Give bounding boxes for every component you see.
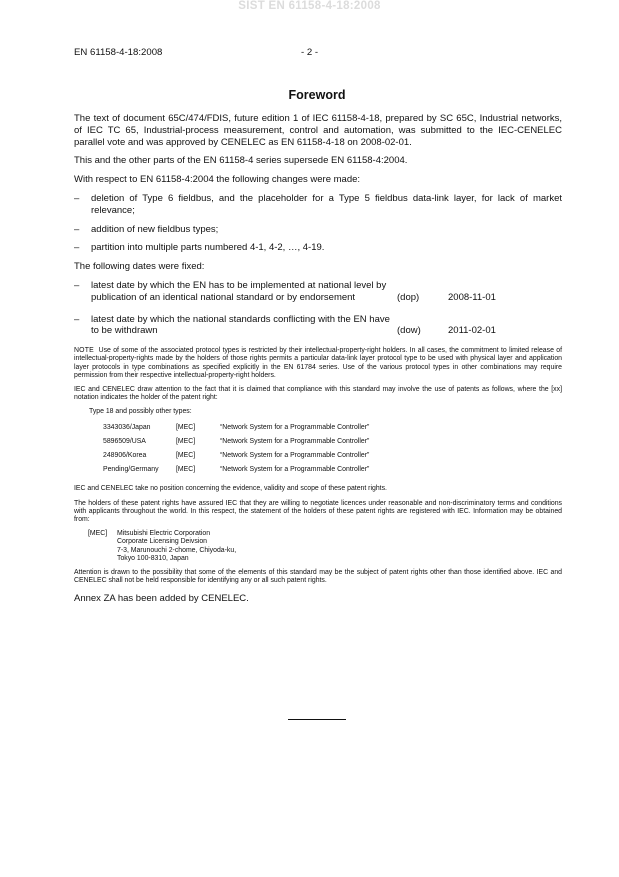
patent-number: Pending/Germany [103,466,159,474]
foreword-body [74,113,562,605]
date-abbreviation: (dop) [397,291,420,303]
dash-bullet: – [74,279,80,291]
annex-paragraph: Annex ZA has been added by CENELEC. [74,593,249,605]
dash-bullet: – [74,192,80,204]
note-paragraph [74,347,562,380]
dash-bullet: – [74,313,80,325]
note-label: NOTE [74,347,94,355]
patent-holder: [MEC] [176,437,196,445]
address-holder-tag: [MEC] [88,530,108,538]
change-text: partition into multiple parts numbered 4-1, 4-2, …, 4-19. [91,242,325,254]
patent-position-paragraph: IEC and CENELEC take no position concerning the evidence, validity and scope of these patent rights. [74,485,387,493]
patent-number: 248906/Korea [103,451,147,459]
date-list-item [74,280,562,304]
table-row [103,463,369,477]
address-line: Tokyo 100-8310, Japan [117,554,189,562]
address-line: Mitsubishi Electric Corporation [117,530,211,538]
intro-paragraph: The text of document 65C/474/FDIS, future edition 1 of IEC 61158-4-18, prepared by SC 65C, Industrial networks, of IEC TC 65, Industrial-process measurement, control and automation, was submitted to the IEC-CENELEC parallel vote and was approved by CENELEC as EN 61158-4-18 on 2008-02-01. [74,113,562,148]
note-text: Use of some of the associated protocol types is restricted by their intellectual-property-right holders. In all cases, the commitment to limited release of intellectual-property-rights made by the holders of those rights permits a particular data-link layer protocol type to be used with physical layer and application layer protocols in type combinations as specified explicitly in the EN 61784 series. Use of the various protocol types in other combinations may require permission from their respective intellectual-property-right holders. [74,347,562,379]
change-list-item [74,193,562,217]
patent-title: “Network System for a Programmable Controller” [220,451,370,459]
document-id: EN 61158-4-18:2008 [74,47,163,58]
patent-attention-paragraph: IEC and CENELEC draw attention to the fact that it is claimed that compliance with this standard may involve the use of patents as follows, where the [xx] notation indicates the holder of the patent right: [74,385,562,402]
date-abbreviation: (dow) [397,325,421,337]
patent-intro: Type 18 and possibly other types: [89,408,192,416]
patent-holders-paragraph: The holders of these patent rights have assured IEC that they are willing to negotiate licences under reasonable and non-discriminatory terms and conditions with applicants throughout the world. In this respect, the statement of the holders of these patent rights are registered with IEC. Information may be obtained from: [74,499,562,523]
address-lines [117,530,236,563]
patent-title: “Network System for a Programmable Controller” [220,437,370,445]
patent-title: “Network System for a Programmable Controller” [220,423,370,431]
supersede-paragraph: This and the other parts of the EN 61158-4 series supersede EN 61158-4:2004. [74,155,408,167]
patent-table [103,421,369,478]
date-value: 2008-11-01 [448,291,496,303]
table-row [103,421,369,435]
page-title: Foreword [288,88,346,102]
table-row [103,435,369,449]
date-list-item [74,314,562,338]
dash-bullet: – [74,242,80,254]
change-list-item [74,242,562,254]
patent-number: 3343036/Japan [103,423,151,431]
changes-intro-paragraph: With respect to EN 61158-4:2004 the following changes were made: [74,174,361,186]
attention-other-paragraph: Attention is drawn to the possibility that some of the elements of this standard may be the subject of patent rights other than those identified above. IEC and CENELEC shall not be held responsible for identifying any or all such patent rights. [74,569,562,585]
change-list-item [74,224,562,236]
dates-intro-paragraph: The following dates were fixed: [74,261,205,273]
end-rule [288,719,346,720]
page-number: - 2 - [300,47,319,58]
table-row [103,449,369,463]
date-description: latest date by which the EN has to be implemented at national level by publication of an identical national standard or by endorsement [91,279,387,303]
dash-bullet: – [74,223,80,235]
change-text: deletion of Type 6 fieldbus, and the placeholder for a Type 5 fieldbus data-link layer, for lack of market relevance; [91,192,562,216]
patent-holder: [MEC] [176,423,196,431]
patent-holder: [MEC] [176,451,196,459]
patent-number: 5896509/USA [103,437,146,445]
date-value: 2011-02-01 [448,325,496,337]
patent-holder: [MEC] [176,466,196,474]
address-line: 7-3, Marunouchi 2-chome, Chiyoda-ku, [117,546,237,554]
address-line: Corporate Licensing Deivsion [117,538,208,546]
watermark: SIST EN 61158-4-18:2008 [238,0,381,12]
patent-title: “Network System for a Programmable Controller” [220,466,370,474]
change-text: addition of new fieldbus types; [91,223,219,235]
date-description: latest date by which the national standards conflicting with the EN have to be withdrawn [91,313,390,337]
holder-address [88,530,562,563]
